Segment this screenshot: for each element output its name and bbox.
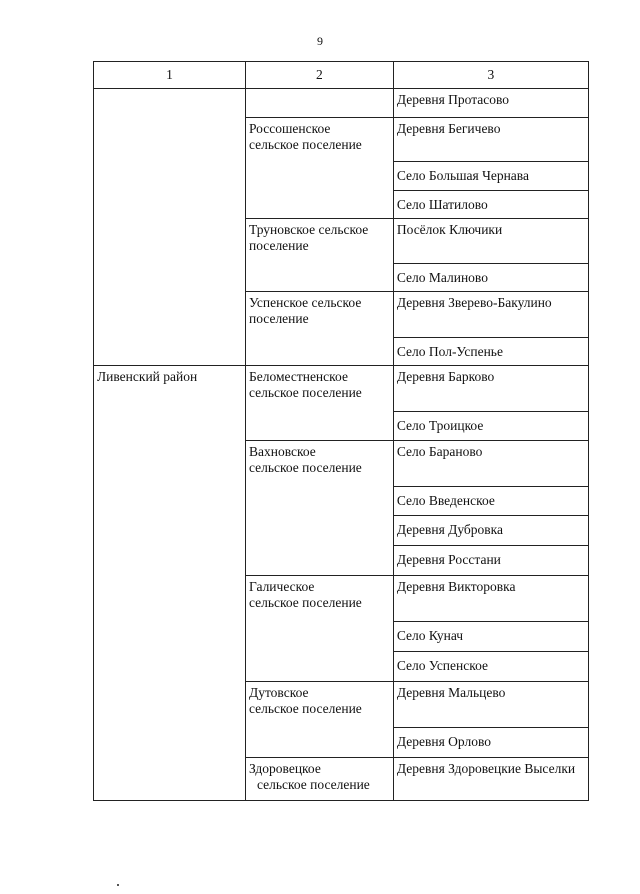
column-header-1: 1 — [94, 62, 246, 89]
village-cell: Село Большая Чернава — [393, 162, 588, 191]
village-cell: Деревня Барково — [393, 366, 588, 412]
village-cell: Деревня Здоровецкие Выселки — [393, 758, 588, 801]
settlement-area-cell: Россошенское сельское поселение — [245, 118, 393, 219]
settlement-area-cell: Дутовское сельское поселение — [245, 682, 393, 758]
village-cell: Село Кунач — [393, 622, 588, 652]
village-cell: Посёлок Ключики — [393, 219, 588, 264]
village-cell: Деревня Бегичево — [393, 118, 588, 162]
village-cell: Село Пол-Успенье — [393, 338, 588, 366]
village-cell: Деревня Протасово — [393, 89, 588, 118]
village-cell: Село Троицкое — [393, 412, 588, 441]
settlement-area-cell-empty — [245, 89, 393, 118]
settlement-area-cell: Беломестненское сельское поселение — [245, 366, 393, 441]
district-cell-empty — [94, 89, 246, 366]
settlement-area-cell: Труновское сельское поселение — [245, 219, 393, 292]
district-cell: Ливенский район — [94, 366, 246, 801]
settlement-area-cell: Вахновское сельское поселение — [245, 441, 393, 576]
table-row — [94, 366, 589, 412]
table-header-row — [94, 62, 589, 89]
village-cell: Село Малиново — [393, 264, 588, 292]
column-header-2: 2 — [245, 62, 393, 89]
settlements-table — [93, 61, 589, 801]
village-cell: Деревня Викторовка — [393, 576, 588, 622]
village-cell: Село Бараново — [393, 441, 588, 487]
village-cell: Деревня Дубровка — [393, 516, 588, 546]
page-number: 9 — [317, 34, 323, 48]
village-cell: Село Успенское — [393, 652, 588, 682]
village-cell: Деревня Орлово — [393, 728, 588, 758]
settlement-area-cell: Галическое сельское поселение — [245, 576, 393, 682]
column-header-3: 3 — [393, 62, 588, 89]
village-cell: Село Шатилово — [393, 191, 588, 219]
scan-speck — [117, 884, 119, 886]
table-row — [94, 89, 589, 118]
village-cell: Село Введенское — [393, 487, 588, 516]
village-cell: Деревня Мальцево — [393, 682, 588, 728]
settlement-area-cell: Здоровецкое сельское поселение — [245, 758, 393, 801]
village-cell: Деревня Зверево-Бакулино — [393, 292, 588, 338]
settlement-area-cell: Успенское сельское поселение — [245, 292, 393, 366]
village-cell: Деревня Росстани — [393, 546, 588, 576]
